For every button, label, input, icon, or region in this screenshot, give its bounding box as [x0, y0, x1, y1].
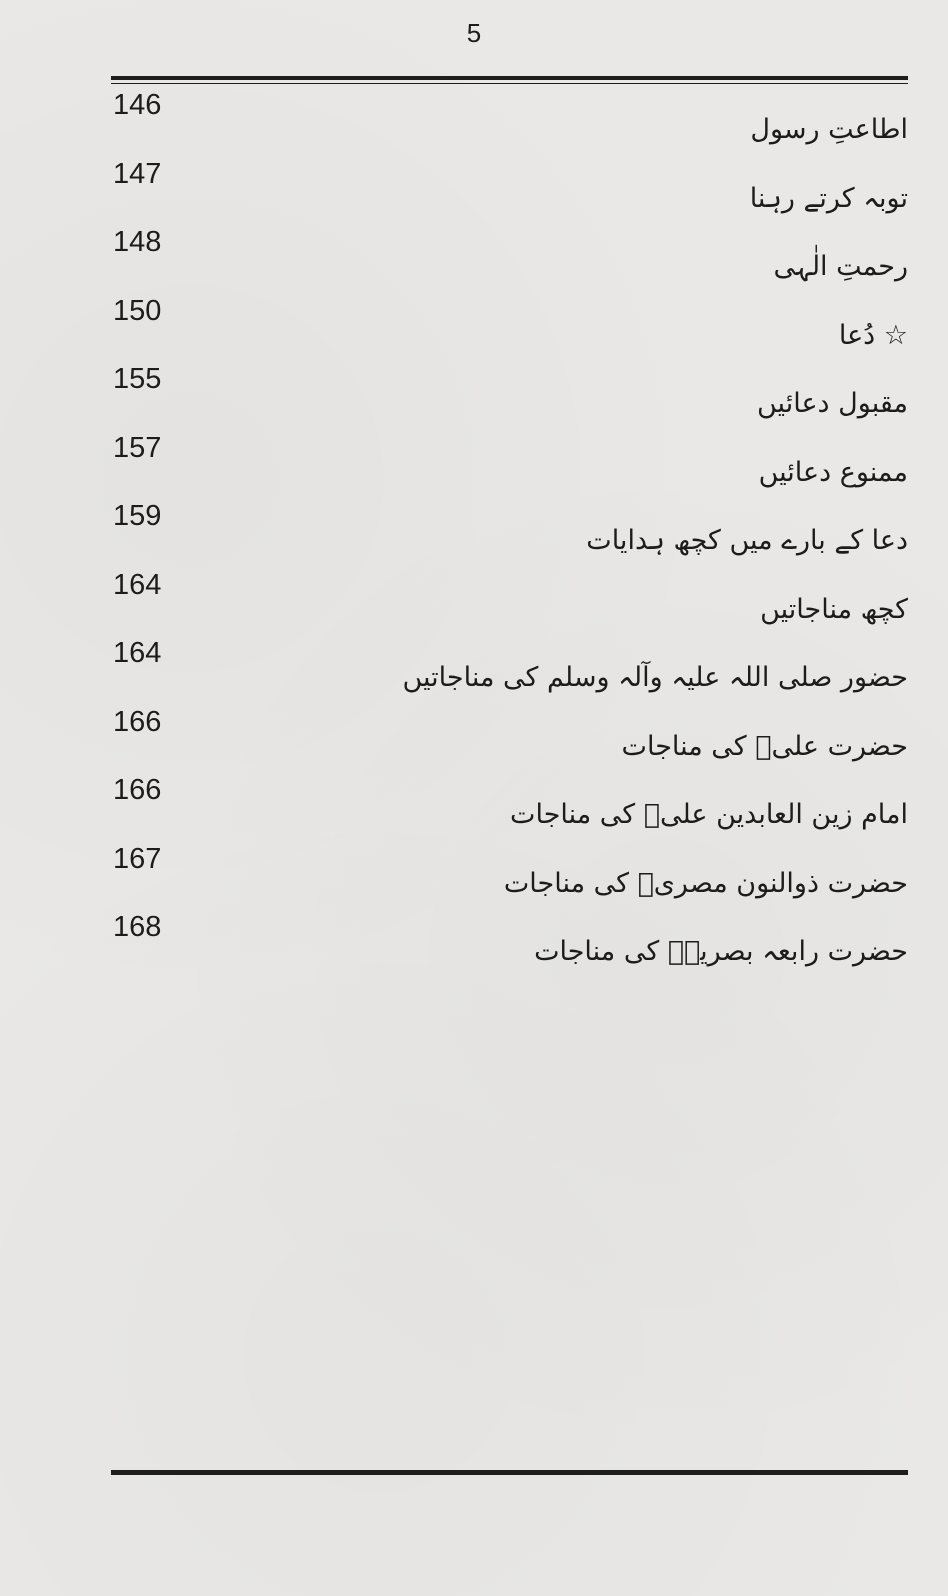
toc-title: دعا کے بارے میں کچھ ہدایات [586, 525, 908, 556]
toc-page-number: 157 [113, 431, 162, 464]
toc-page-number: 168 [113, 911, 162, 943]
bottom-rule [111, 1470, 908, 1475]
toc-title: حضرت علیؓ کی مناجات [621, 730, 908, 762]
toc-page-number: 148 [113, 226, 162, 258]
page-number: 5 [466, 18, 482, 48]
toc-entry [111, 636, 908, 705]
toc-entry [111, 294, 908, 363]
toc-title: ممنوع دعائیں [758, 456, 908, 488]
toc-title: حضرت رابعہ بصریہؒ کی مناجات [534, 936, 908, 967]
table-of-contents [111, 88, 908, 979]
toc-title: رحمتِ الٰہی [773, 251, 908, 282]
toc-title: امام زین العابدین علیؒ کی مناجات [510, 799, 908, 830]
toc-entry [111, 157, 908, 226]
top-rule-thin [111, 83, 908, 84]
toc-entry [111, 225, 908, 294]
top-rule-thick [111, 76, 908, 80]
toc-entry [111, 88, 908, 157]
toc-title: ☆ دُعا [838, 319, 908, 351]
toc-page-number: 155 [113, 363, 162, 395]
toc-page-number: 167 [113, 842, 162, 875]
toc-entry [111, 568, 908, 637]
toc-entry [111, 499, 908, 568]
toc-entry [111, 773, 908, 842]
toc-page-number: 146 [113, 89, 162, 121]
toc-page-number: 164 [113, 637, 162, 669]
toc-page-number: 147 [113, 157, 162, 190]
toc-page-number: 159 [113, 500, 162, 532]
toc-title: حضور صلی اللہ علیہ وآلہ وسلم کی مناجاتیں [402, 662, 908, 693]
toc-title: مقبول دعائیں [757, 388, 908, 419]
toc-entry [111, 705, 908, 774]
toc-title: اطاعتِ رسول [750, 114, 908, 145]
toc-title: حضرت ذوالنون مصریؒ کی مناجات [503, 867, 908, 899]
toc-entry [111, 910, 908, 979]
toc-page-number: 166 [113, 774, 162, 806]
toc-entry [111, 431, 908, 500]
toc-page-number: 150 [113, 294, 162, 327]
toc-entry [111, 842, 908, 911]
toc-title: کچھ مناجاتیں [760, 593, 908, 625]
toc-page-number: 164 [113, 568, 162, 601]
toc-entry [111, 362, 908, 431]
toc-title: توبہ کرتے رہنا [749, 182, 908, 214]
toc-page-number: 166 [113, 705, 162, 738]
